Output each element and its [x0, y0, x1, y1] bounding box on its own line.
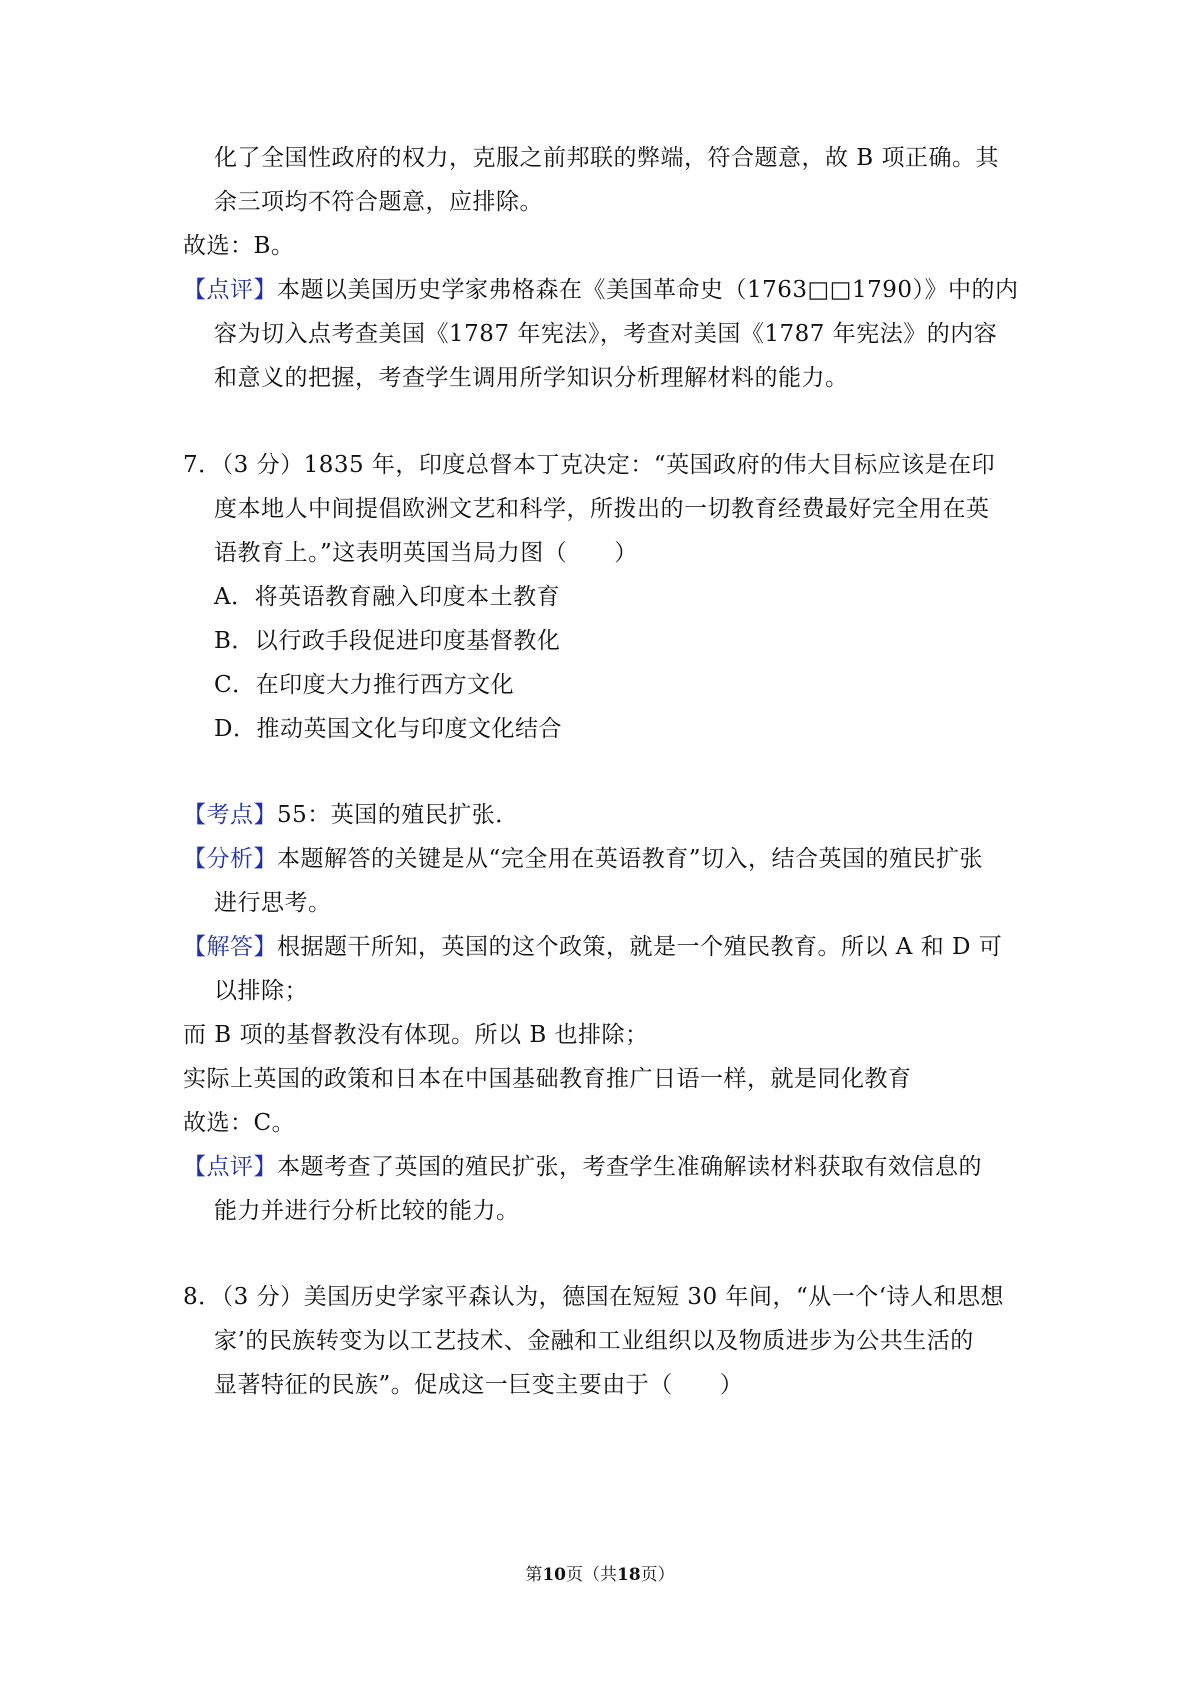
- comment-tag: 【点评】: [183, 277, 277, 303]
- prev-comment-line1: [183, 275, 1019, 305]
- prev-analysis-line2: 余三项均不符合题意，应排除。: [214, 189, 543, 215]
- q7-option-a: A．将英语教育融入印度本土教育: [214, 584, 561, 610]
- prev-answer: 故选：B。: [183, 233, 295, 259]
- q8-stem-line2: 家’的民族转变为以工艺技术、金融和工业组织以及物质进步为公共生活的: [214, 1328, 974, 1354]
- prev-comment-line2: 容为切入点考查美国《1787 年宪法》，考查对美国《1787 年宪法》的内容: [214, 321, 998, 347]
- q7-option-b: B．以行政手段促进印度基督教化: [214, 628, 561, 654]
- footer-total-pages: 18: [617, 1565, 641, 1585]
- footer-suffix: 页）: [640, 1565, 675, 1585]
- q7-analysis-line2: 进行思考。: [214, 890, 332, 916]
- solution-tag: 【解答】: [183, 934, 277, 960]
- q8-stem-line3: 显著特征的民族”。促成这一巨变主要由于（ ）: [214, 1372, 744, 1398]
- q7-stem-line2: 度本地人中间提倡欧洲文艺和科学，所拨出的一切教育经费最好完全用在英: [214, 496, 990, 522]
- q7-stem-line1: 7．（3 分）1835 年，印度总督本丁克决定：“英国政府的伟大目标应该是在印: [183, 452, 996, 478]
- q7-solution-line1: [183, 932, 1002, 962]
- q7-point: [183, 800, 519, 830]
- q7-point-text: 55：英国的殖民扩张．: [277, 802, 519, 828]
- q7-option-d: D．推动英国文化与印度文化结合: [214, 716, 562, 742]
- q7-comment-line2: 能力并进行分析比较的能力。: [214, 1198, 520, 1224]
- q7-analysis-line1: [183, 844, 983, 874]
- footer-page-number: 10: [542, 1565, 566, 1585]
- page-footer: [0, 1563, 1200, 1587]
- q7-solution-text: 根据题干所知，英国的这个政策，就是一个殖民教育。所以 A 和 D 可: [277, 934, 1003, 960]
- q7-comment-text: 本题考查了英国的殖民扩张，考查学生准确解读材料获取有效信息的: [277, 1154, 982, 1180]
- analysis-tag: 【分析】: [183, 846, 277, 872]
- q7-answer: 故选：C。: [183, 1110, 296, 1136]
- prev-comment-line3: 和意义的把握，考查学生调用所学知识分析理解材料的能力。: [214, 365, 849, 391]
- q7-analysis-text: 本题解答的关键是从“完全用在英语教育”切入，结合英国的殖民扩张: [277, 846, 984, 872]
- comment-tag: 【点评】: [183, 1154, 277, 1180]
- q7-solution-line3: 而 B 项的基督教没有体现。所以 B 也排除；: [183, 1022, 649, 1048]
- point-tag: 【考点】: [183, 802, 277, 828]
- prev-comment-text: 本题以美国历史学家弗格森在《美国革命史（1763□□1790）》中的内: [277, 277, 1019, 303]
- prev-analysis-line1: 化了全国性政府的权力，克服之前邦联的弊端，符合题意，故 B 项正确。其: [214, 145, 1000, 171]
- q7-solution-line4: 实际上英国的政策和日本在中国基础教育推广日语一样，就是同化教育: [183, 1066, 912, 1092]
- q7-option-c: C．在印度大力推行西方文化: [214, 672, 515, 698]
- footer-middle: 页（共: [566, 1565, 617, 1585]
- q7-solution-line2: 以排除；: [214, 978, 308, 1004]
- q7-comment-line1: [183, 1152, 982, 1182]
- q8-stem-line1: 8．（3 分）美国历史学家平森认为，德国在短短 30 年间，“从一个‘诗人和思想: [183, 1284, 1005, 1310]
- footer-prefix: 第: [525, 1565, 543, 1585]
- q7-stem-line3: 语教育上。”这表明英国当局力图（ ）: [214, 540, 638, 566]
